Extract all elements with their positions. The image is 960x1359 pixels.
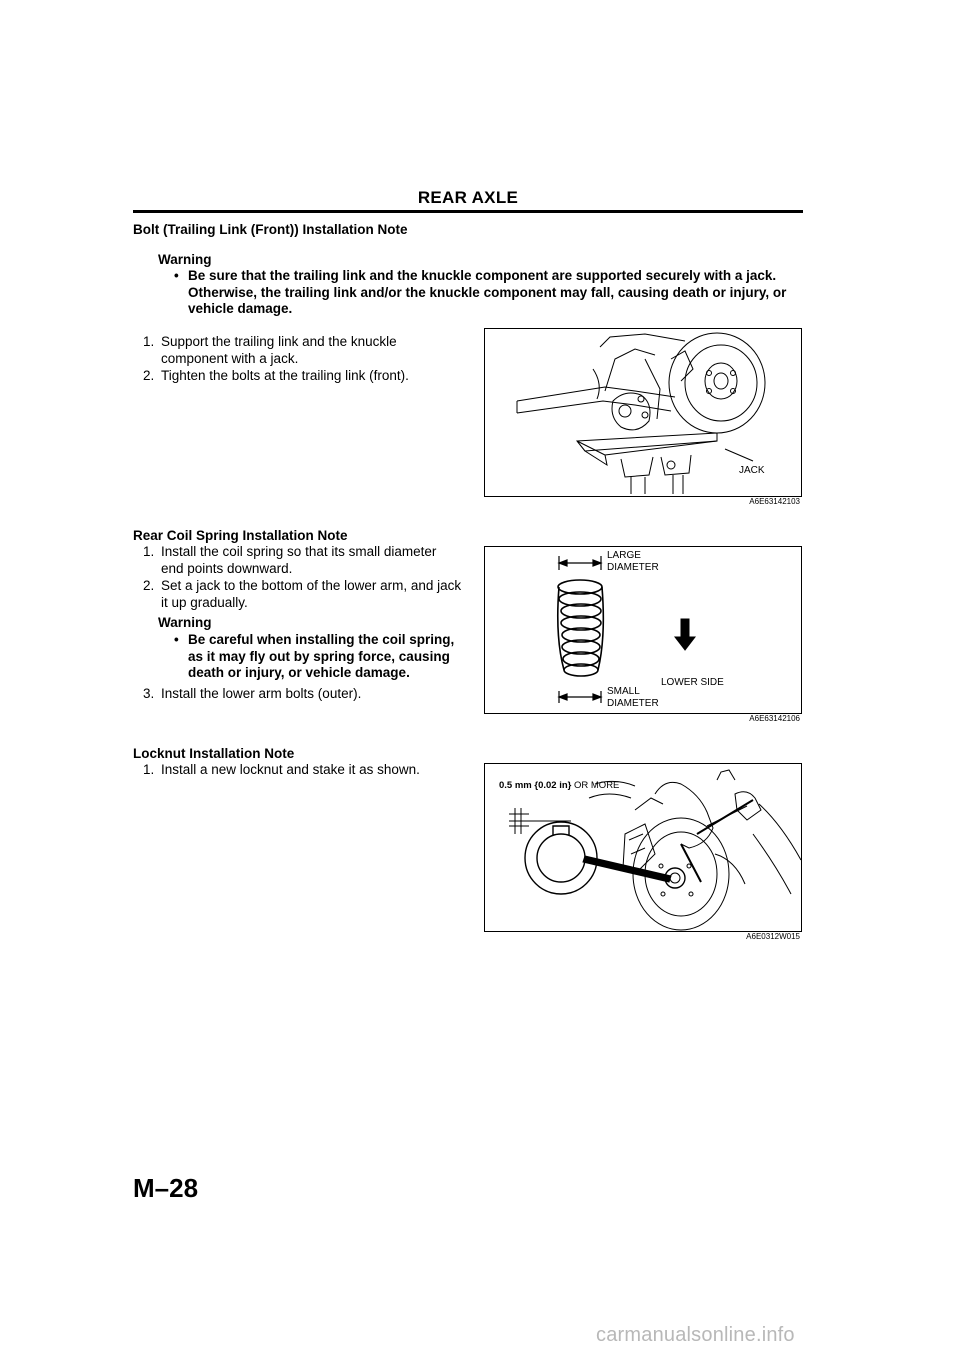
warning-label: Warning [158,615,212,630]
warning-line: Otherwise, the trailing link and/or the knuckle component may fall, causing death or injury, or [188,284,787,300]
label-measure-suffix: OR MORE [571,780,620,791]
section-title-coil-spring: Rear Coil Spring Installation Note [133,528,348,543]
label-line: LARGE [607,550,641,561]
header-rule [133,210,803,213]
step-text [161,334,397,367]
figure-jack-support [484,328,802,497]
figure-code: A6E63142103 [749,497,800,506]
step-number: 3. [143,686,155,701]
step-item [143,544,463,578]
label-line: DIAMETER [607,698,659,709]
step-number: 2. [143,368,155,383]
step-text [161,762,420,779]
step-item [143,334,463,368]
label-measure-value: 0.5 mm {0.02 in} [499,780,572,791]
warning-line: Be sure that the trailing link and the knuckle component are supported securely with a jack. [188,268,777,283]
step-number: 1. [143,334,155,349]
step-text [161,544,436,577]
bullet-dot-icon: • [174,632,179,647]
step-text [161,368,409,385]
down-arrow-icon [675,619,695,650]
section-title-trailing-link: Bolt (Trailing Link (Front)) Installation Note [133,222,408,237]
label-small-diameter [607,686,659,710]
step-text [161,686,361,703]
step-line: Install the lower arm bolts (outer). [161,686,362,701]
label-large-diameter [607,550,659,574]
label-line: DIAMETER [607,562,659,573]
step-line: Tighten the bolts at the trailing link (front). [161,368,409,383]
step-item [143,578,463,612]
warning-line: death or injury, or vehicle damage. [188,665,410,680]
step-number: 2. [143,578,155,593]
label-measure [499,780,619,792]
figure-code: A6E0312W015 [746,932,800,941]
step-line: it up gradually. [161,594,248,610]
step-line: component with a jack. [161,350,299,366]
bullet-dot-icon: • [174,268,179,283]
step-line: Set a jack to the bottom of the lower arm, and jack [161,578,462,593]
step-text [161,578,461,611]
step-line: Support the trailing link and the knuckle [161,334,397,349]
step-line: Install the coil spring so that its small diameter [161,544,437,559]
warning-label: Warning [158,252,212,267]
figure-locknut-stake [484,763,802,932]
step-number: 1. [143,544,155,559]
step-item [143,762,463,779]
warning-line: Be careful when installing the coil spring, [188,632,455,647]
warning-line: as it may fly out by spring force, causing [188,648,450,664]
warning-text [188,268,798,318]
figure-coil-spring [484,546,802,714]
warning-line: vehicle damage. [188,301,293,316]
label-lower-side: LOWER SIDE [661,677,724,688]
section-title-locknut: Locknut Installation Note [133,746,295,761]
warning-text [188,632,458,682]
step-number: 1. [143,762,155,777]
figure-code: A6E63142106 [749,714,800,723]
page-title: REAR AXLE [417,188,519,207]
label-jack: JACK [739,465,765,476]
step-item [143,368,463,385]
step-item [143,686,463,703]
step-line: Install a new locknut and stake it as shown. [161,762,420,777]
step-line: end points downward. [161,560,293,576]
watermark: carmanualsonline.info [596,1324,795,1346]
page-number: M–28 [133,1173,199,1203]
label-line: SMALL [607,686,640,697]
